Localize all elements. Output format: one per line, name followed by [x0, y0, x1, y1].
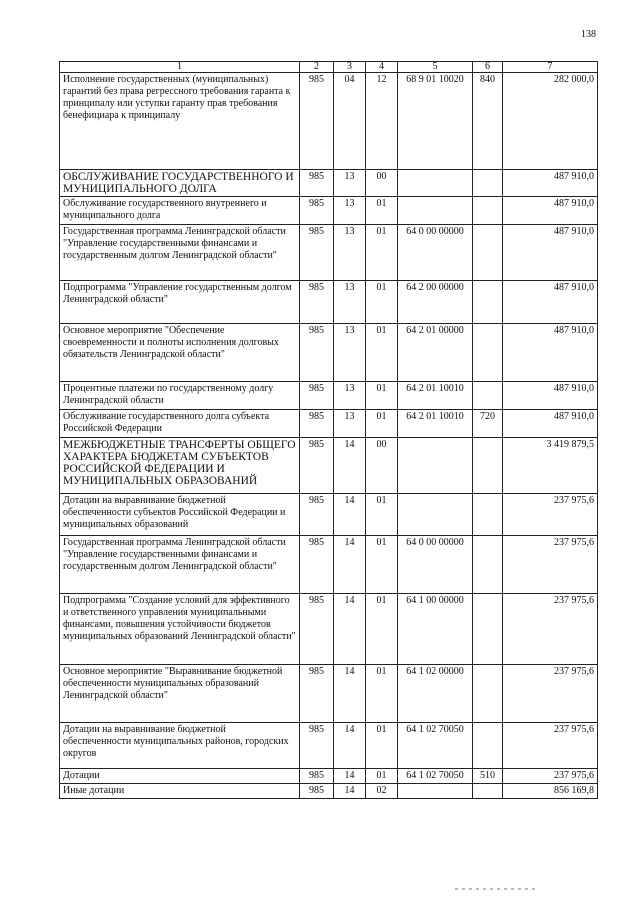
header-col-4: 4 — [366, 62, 398, 73]
row-subsection: 12 — [366, 73, 398, 170]
row-expense-type: 720 — [473, 410, 503, 438]
row-admin-code: 985 — [300, 536, 334, 594]
table-row — [60, 723, 598, 769]
row-expense-type — [473, 784, 503, 799]
row-amount: 487 910,0 — [503, 197, 598, 225]
table-row — [60, 665, 598, 723]
row-expense-type — [473, 170, 503, 197]
row-expense-type: 510 — [473, 769, 503, 784]
row-target-article: 64 0 00 00000 — [398, 536, 473, 594]
row-name: Дотации на выравнивание бюджетной обеспеченности муниципальных районов, городских округов — [60, 723, 300, 769]
row-subsection: 01 — [366, 594, 398, 665]
table-row — [60, 197, 598, 225]
row-name: Обслуживание государственного долга субъекта Российской Федерации — [60, 410, 300, 438]
row-section: 13 — [334, 225, 366, 281]
row-admin-code: 985 — [300, 324, 334, 382]
row-amount: 237 975,6 — [503, 769, 598, 784]
row-subsection: 01 — [366, 225, 398, 281]
row-section: 13 — [334, 197, 366, 225]
row-target-article — [398, 438, 473, 494]
row-target-article: 64 2 01 10010 — [398, 382, 473, 410]
row-name: МЕЖБЮДЖЕТНЫЕ ТРАНСФЕРТЫ ОБЩЕГО ХАРАКТЕРА БЮДЖЕТАМ СУБЪЕКТОВ РОССИЙСКОЙ ФЕДЕРАЦИИ И МУНИЦИПАЛЬНЫХ ОБРАЗОВАНИЙ — [60, 438, 300, 494]
row-section: 14 — [334, 536, 366, 594]
table-row — [60, 281, 598, 324]
table-row — [60, 225, 598, 281]
row-expense-type — [473, 324, 503, 382]
row-amount: 237 975,6 — [503, 723, 598, 769]
row-admin-code: 985 — [300, 73, 334, 170]
row-admin-code: 985 — [300, 382, 334, 410]
row-amount: 282 000,0 — [503, 73, 598, 170]
row-target-article: 64 1 02 70050 — [398, 769, 473, 784]
row-name: ОБСЛУЖИВАНИЕ ГОСУДАРСТВЕННОГО И МУНИЦИПАЛЬНОГО ДОЛГА — [60, 170, 300, 197]
row-amount: 487 910,0 — [503, 410, 598, 438]
row-admin-code: 985 — [300, 723, 334, 769]
row-admin-code: 985 — [300, 665, 334, 723]
row-amount: 487 910,0 — [503, 382, 598, 410]
table-row — [60, 410, 598, 438]
row-subsection: 01 — [366, 723, 398, 769]
row-section: 13 — [334, 324, 366, 382]
row-subsection: 00 — [366, 170, 398, 197]
table-row — [60, 382, 598, 410]
header-col-2: 2 — [300, 62, 334, 73]
row-admin-code: 985 — [300, 197, 334, 225]
row-expense-type — [473, 438, 503, 494]
row-expense-type — [473, 723, 503, 769]
row-target-article: 64 1 00 00000 — [398, 594, 473, 665]
row-amount: 487 910,0 — [503, 170, 598, 197]
row-section: 14 — [334, 665, 366, 723]
row-subsection: 01 — [366, 769, 398, 784]
row-subsection: 01 — [366, 410, 398, 438]
row-name: Подпрограмма "Создание условий для эффективного и ответственного управления муниципальными финансами, повышения устойчивости бюджетов муниципальных образований Ленинградской области" — [60, 594, 300, 665]
row-target-article — [398, 494, 473, 536]
header-col-1: 1 — [60, 62, 300, 73]
row-name: Основное мероприятие "Выравнивание бюджетной обеспеченности муниципальных образований Ленинградской области" — [60, 665, 300, 723]
row-name: Дотации на выравнивание бюджетной обеспеченности субъектов Российской Федерации и муниципальных образований — [60, 494, 300, 536]
row-section: 14 — [334, 494, 366, 536]
row-name: Иные дотации — [60, 784, 300, 799]
row-section: 14 — [334, 594, 366, 665]
row-target-article: 68 9 01 10020 — [398, 73, 473, 170]
row-target-article: 64 1 02 70050 — [398, 723, 473, 769]
row-section: 13 — [334, 170, 366, 197]
row-name: Дотации — [60, 769, 300, 784]
row-amount: 487 910,0 — [503, 225, 598, 281]
row-expense-type — [473, 665, 503, 723]
row-name: Обслуживание государственного внутреннего и муниципального долга — [60, 197, 300, 225]
row-target-article: 64 2 01 00000 — [398, 324, 473, 382]
row-target-article — [398, 170, 473, 197]
row-subsection: 02 — [366, 784, 398, 799]
row-target-article: 64 2 01 10010 — [398, 410, 473, 438]
row-admin-code: 985 — [300, 170, 334, 197]
header-col-3: 3 — [334, 62, 366, 73]
row-target-article — [398, 784, 473, 799]
row-subsection: 01 — [366, 382, 398, 410]
row-admin-code: 985 — [300, 594, 334, 665]
table-row — [60, 438, 598, 494]
row-name: Исполнение государственных (муниципальных) гарантий без права регрессного требования гаранта к принципалу или уступки гаранту прав требования бенефициара к принципалу — [60, 73, 300, 170]
table-row — [60, 594, 598, 665]
row-section: 04 — [334, 73, 366, 170]
row-amount: 237 975,6 — [503, 536, 598, 594]
row-expense-type — [473, 281, 503, 324]
row-section: 13 — [334, 382, 366, 410]
table-row — [60, 784, 598, 799]
row-amount: 237 975,6 — [503, 494, 598, 536]
row-section: 13 — [334, 281, 366, 324]
row-name: Процентные платежи по государственному долгу Ленинградской области — [60, 382, 300, 410]
row-target-article: 64 0 00 00000 — [398, 225, 473, 281]
row-target-article: 64 1 02 00000 — [398, 665, 473, 723]
row-subsection: 01 — [366, 494, 398, 536]
row-admin-code: 985 — [300, 281, 334, 324]
row-expense-type — [473, 594, 503, 665]
row-admin-code: 985 — [300, 438, 334, 494]
row-name: Государственная программа Ленинградской области "Управление государственными финансами и государственным долгом Ленинградской области" — [60, 225, 300, 281]
row-section: 14 — [334, 723, 366, 769]
header-col-5: 5 — [398, 62, 473, 73]
row-name: Основное мероприятие "Обеспечение своевременности и полноты исполнения долговых обязательств Ленинградской области" — [60, 324, 300, 382]
row-expense-type — [473, 494, 503, 536]
row-amount: 237 975,6 — [503, 665, 598, 723]
row-section: 14 — [334, 769, 366, 784]
table-row — [60, 73, 598, 170]
row-amount: 3 419 879,5 — [503, 438, 598, 494]
page-number: 138 — [581, 29, 596, 40]
row-section: 13 — [334, 410, 366, 438]
row-admin-code: 985 — [300, 494, 334, 536]
row-name: Подпрограмма "Управление государственным долгом Ленинградской области" — [60, 281, 300, 324]
row-section: 14 — [334, 784, 366, 799]
table-row — [60, 536, 598, 594]
row-admin-code: 985 — [300, 410, 334, 438]
row-subsection: 01 — [366, 324, 398, 382]
row-target-article: 64 2 00 00000 — [398, 281, 473, 324]
row-expense-type — [473, 382, 503, 410]
row-admin-code: 985 — [300, 225, 334, 281]
row-target-article — [398, 197, 473, 225]
row-subsection: 01 — [366, 536, 398, 594]
header-row — [60, 62, 598, 73]
row-amount: 856 169,8 — [503, 784, 598, 799]
row-subsection: 01 — [366, 281, 398, 324]
table-row — [60, 170, 598, 197]
row-expense-type — [473, 536, 503, 594]
table-row — [60, 769, 598, 784]
table-row — [60, 324, 598, 382]
table-row — [60, 494, 598, 536]
row-amount: 487 910,0 — [503, 324, 598, 382]
row-subsection: 01 — [366, 197, 398, 225]
row-subsection: 00 — [366, 438, 398, 494]
row-subsection: 01 — [366, 665, 398, 723]
header-col-7: 7 — [503, 62, 598, 73]
row-expense-type: 840 — [473, 73, 503, 170]
row-section: 14 — [334, 438, 366, 494]
header-col-6: 6 — [473, 62, 503, 73]
scan-artifact — [455, 888, 535, 890]
row-name: Государственная программа Ленинградской области "Управление государственными финансами и государственным долгом Ленинградской области" — [60, 536, 300, 594]
row-admin-code: 985 — [300, 784, 334, 799]
row-admin-code: 985 — [300, 769, 334, 784]
row-expense-type — [473, 197, 503, 225]
budget-table — [59, 61, 598, 799]
row-amount: 487 910,0 — [503, 281, 598, 324]
row-expense-type — [473, 225, 503, 281]
row-amount: 237 975,6 — [503, 594, 598, 665]
